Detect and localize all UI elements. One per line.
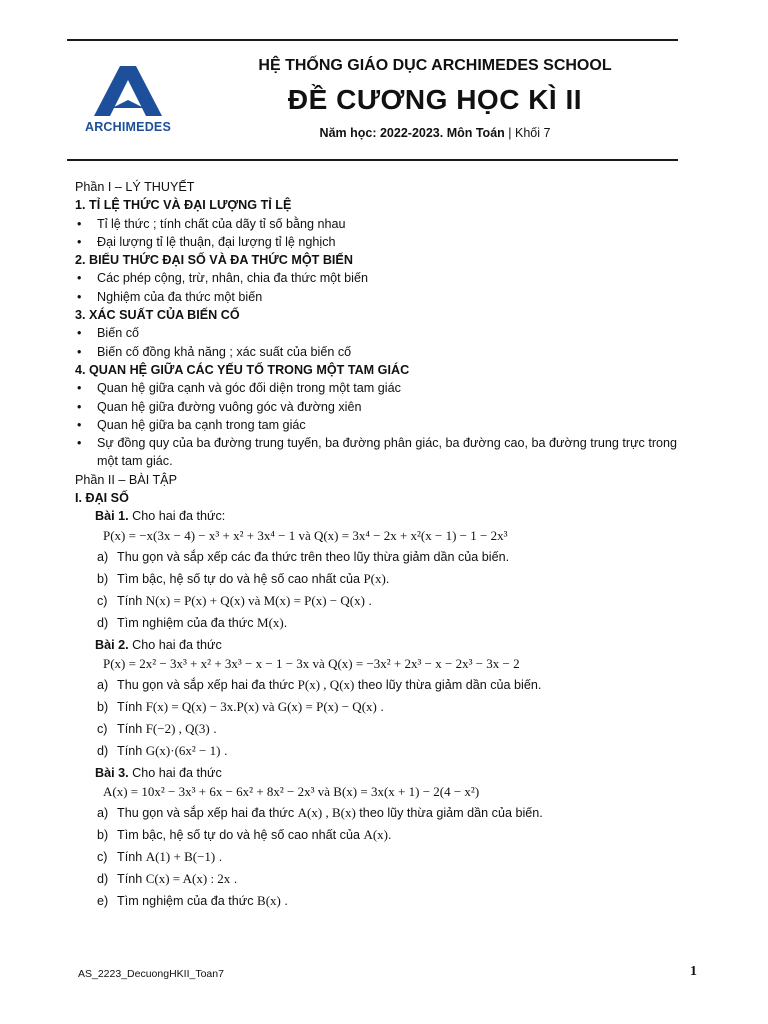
item-text: Tính xyxy=(117,699,146,714)
bullet-item: • Biến cố đồng khả năng ; xác suất của biến cố xyxy=(75,343,695,361)
item-math: A(x) xyxy=(363,827,388,843)
exercise-item xyxy=(75,804,695,822)
exercise-2-items xyxy=(75,676,695,760)
item-letter: d) xyxy=(97,743,109,758)
item-letter: b) xyxy=(97,699,109,714)
footer-filename: AS_2223_DecuongHKII_Toan7 xyxy=(78,968,224,980)
item-letter: e) xyxy=(97,893,109,908)
document-title: ĐỀ CƯƠNG HỌC KÌ II xyxy=(287,84,583,115)
item-text-end: . xyxy=(220,743,228,758)
item-letter: a) xyxy=(97,806,109,821)
exercise-2-title xyxy=(75,636,695,654)
algebra-heading: I. ĐẠI SỐ xyxy=(75,491,129,506)
exercise-1-text: Cho hai đa thức: xyxy=(128,509,226,524)
item-math: B(x) xyxy=(257,892,281,908)
subtitle-grade: | Khối 7 xyxy=(504,126,551,140)
section4-heading: 4. QUAN HỆ GIỮA CÁC YẾU TỐ TRONG MỘT TAM GIÁC xyxy=(75,362,410,377)
section1-heading: 1. TỈ LỆ THỨC VÀ ĐẠI LƯỢNG TỈ LỆ xyxy=(75,198,292,213)
bullet-item: • Biến cố xyxy=(75,324,695,342)
item-text-end: . xyxy=(230,871,238,886)
exercise-item xyxy=(75,592,695,610)
exercise-2-label: Bài 2. xyxy=(95,637,129,652)
item-math: G(x)·(6x² − 1) xyxy=(145,742,221,758)
exercise-2-formula: P(x) = 2x² − 3x³ + x² + 3x³ − x − 1 − 3x và Q(x) = −3x² + 2x³ − x − 2x³ − 3x − 2 xyxy=(103,655,520,671)
item-math: A(x) , B(x) xyxy=(297,805,356,821)
item-text-end: . xyxy=(364,593,372,608)
exercise-item xyxy=(75,720,695,738)
exercise-item xyxy=(75,698,695,716)
item-letter: c) xyxy=(97,593,108,608)
item-text: Tìm nghiệm của đa thức xyxy=(117,893,258,908)
item-text-end: . xyxy=(209,721,217,736)
exercise-item xyxy=(75,548,695,566)
item-math: N(x) = P(x) + Q(x) và M(x) = P(x) − Q(x) xyxy=(145,592,365,608)
exercise-3-title xyxy=(75,764,695,782)
bullet-item: • Sự đồng quy của ba đường trung tuyến, ba đường phân giác, ba đường cao, ba đường trung trực trong một tam giác. xyxy=(75,434,695,471)
document-body xyxy=(75,178,695,914)
item-text-end: . xyxy=(376,699,384,714)
item-text: Tính xyxy=(117,871,146,886)
document-subtitle xyxy=(190,126,680,140)
exercise-2-text: Cho hai đa thức xyxy=(128,637,222,652)
bullet-item: • Quan hệ giữa đường vuông góc và đường xiên xyxy=(75,398,695,416)
exercise-item xyxy=(75,614,695,632)
item-text-end: . xyxy=(283,615,288,630)
exercise-3-label: Bài 3. xyxy=(95,765,129,780)
exercise-1-formula: P(x) = −x(3x − 4) − x³ + x² + 3x⁴ − 1 và Q(x) = 3x⁴ − 2x + x²(x − 1) − 1 − 2x³ xyxy=(103,527,508,543)
item-text-end: . xyxy=(280,893,288,908)
logo-text: ARCHIMEDES xyxy=(84,120,172,134)
exercise-item xyxy=(75,676,695,694)
bullet-item: • Quan hệ giữa cạnh và góc đối diện trong một tam giác xyxy=(75,379,695,397)
item-text: Tìm nghiệm của đa thức xyxy=(117,615,258,630)
exercise-item xyxy=(75,826,695,844)
exercise-item xyxy=(75,892,695,910)
archimedes-logo xyxy=(72,62,184,142)
exercise-item xyxy=(75,742,695,760)
item-text-end: . xyxy=(388,828,392,843)
item-text-end: theo lũy thừa giảm dần của biến. xyxy=(354,678,542,693)
subtitle-year-subject: Năm học: 2022-2023. Môn Toán xyxy=(319,126,505,140)
logo-triangle-icon xyxy=(72,62,184,118)
item-text: Tìm bậc, hệ số tự do và hệ số cao nhất của xyxy=(117,571,364,586)
item-letter: c) xyxy=(97,850,108,865)
page-number: 1 xyxy=(690,964,697,979)
item-text-end: . xyxy=(215,850,223,865)
item-text: Tính xyxy=(117,593,146,608)
item-math: P(x) , Q(x) xyxy=(297,677,355,693)
exercise-item xyxy=(75,848,695,866)
item-text-end: . xyxy=(385,571,390,586)
item-letter: d) xyxy=(97,871,109,886)
exercise-1-items xyxy=(75,548,695,632)
item-math: P(x) xyxy=(363,570,386,586)
bullet-item: • Tỉ lệ thức ; tính chất của dãy tỉ số bằng nhau xyxy=(75,215,695,233)
part2-heading: Phần II – BÀI TẬP xyxy=(75,472,177,487)
exercise-1-label: Bài 1. xyxy=(95,509,129,524)
item-letter: b) xyxy=(97,571,109,586)
item-math: C(x) = A(x) : 2x xyxy=(145,870,231,886)
item-text: Tính xyxy=(117,850,146,865)
item-math: F(−2) , Q(3) xyxy=(145,720,210,736)
section3-heading: 3. XÁC SUẤT CỦA BIẾN CỐ xyxy=(75,308,240,323)
item-math: M(x) xyxy=(257,614,284,630)
bullet-item: • Đại lượng tỉ lệ thuận, đại lượng tỉ lệ nghịch xyxy=(75,233,695,251)
item-letter: a) xyxy=(97,549,109,564)
section2-heading: 2. BIỂU THỨC ĐẠI SỐ VÀ ĐA THỨC MỘT BIẾN xyxy=(75,253,353,268)
item-math: F(x) = Q(x) − 3x.P(x) và G(x) = P(x) − Q(x) xyxy=(145,698,377,714)
exercise-3-items xyxy=(75,804,695,910)
exercise-item xyxy=(75,870,695,888)
item-text: Thu gọn và sắp xếp các đa thức trên theo lũy thừa giảm dần của biến. xyxy=(117,549,510,564)
item-text-end: theo lũy thừa giảm dần của biến. xyxy=(355,806,543,821)
item-text: Thu gọn và sắp xếp hai đa thức xyxy=(117,678,298,693)
exercise-3-text: Cho hai đa thức xyxy=(128,765,222,780)
item-text: Tính xyxy=(117,743,146,758)
school-name: HỆ THỐNG GIÁO DỤC ARCHIMEDES SCHOOL xyxy=(258,57,612,74)
bullet-item: • Các phép cộng, trừ, nhân, chia đa thức một biến xyxy=(75,269,695,287)
item-math: A(1) + B(−1) xyxy=(145,849,216,865)
part1-heading: Phần I – LÝ THUYẾT xyxy=(75,180,195,194)
item-letter: c) xyxy=(97,721,108,736)
exercise-item xyxy=(75,570,695,588)
item-text: Tìm bậc, hệ số tự do và hệ số cao nhất của xyxy=(117,828,364,843)
bullet-item: • Quan hệ giữa ba cạnh trong tam giác xyxy=(75,416,695,434)
bullet-item: • Nghiệm của đa thức một biến xyxy=(75,288,695,306)
top-rule xyxy=(67,39,678,41)
bottom-header-rule xyxy=(67,159,678,161)
item-letter: a) xyxy=(97,678,109,693)
item-text: Tính xyxy=(117,721,146,736)
exercise-1-title xyxy=(75,507,695,525)
item-letter: b) xyxy=(97,828,109,843)
item-letter: d) xyxy=(97,615,109,630)
item-text: Thu gọn và sắp xếp hai đa thức xyxy=(117,806,298,821)
exercise-3-formula: A(x) = 10x² − 3x³ + 6x − 6x² + 8x² − 2x³ và B(x) = 3x(x + 1) − 2(4 − x²) xyxy=(103,783,480,799)
